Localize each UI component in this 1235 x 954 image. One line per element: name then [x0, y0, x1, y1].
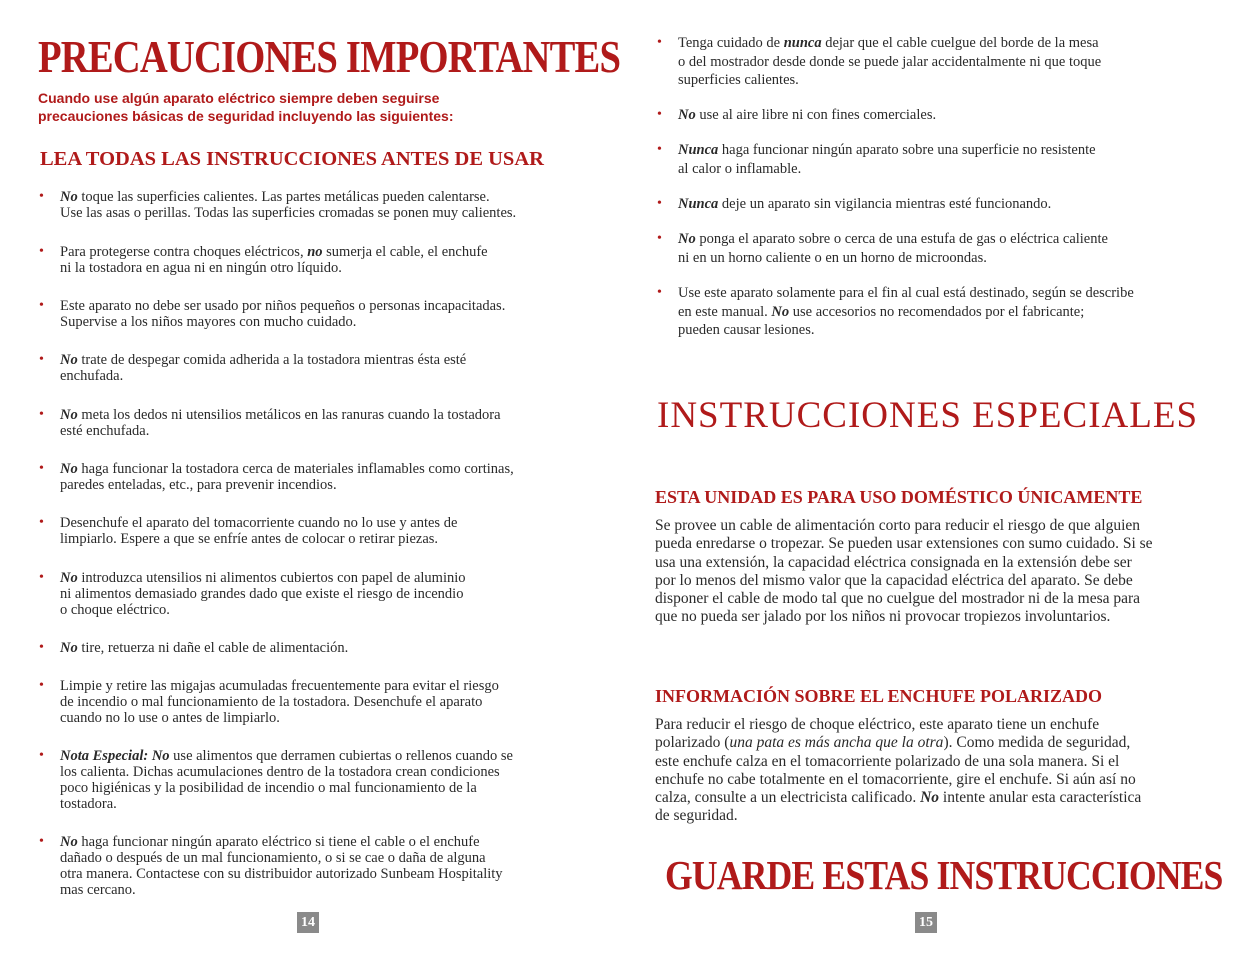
list-item: • Use este aparato solamente para el fin al cual está destinado, según se describe en este manual. No use accesorios no recomendados por el fabricante; pueden causar lesiones. [654, 284, 1218, 340]
intro-line: Cuando use algún aparato eléctrico siempre deben seguirse [38, 90, 440, 106]
closing-title: GUARDE ESTAS INSTRUCCIONES [665, 852, 1223, 898]
page-number: 15 [915, 912, 937, 933]
list-item: • Este aparato no debe ser usado por niños pequeños o personas incapacitadas. Supervise a los niños mayores con mucho cuidado. [36, 298, 620, 330]
list-item: • Desenchufe el aparato del tomacorriente cuando no lo use y antes de limpiarlo. Espere a que se enfríe antes de colocar o retirar piezas. [36, 515, 620, 547]
intro-line: precauciones básicas de seguridad incluyendo las siguientes: [38, 108, 454, 124]
section-title: INSTRUCCIONES ESPECIALES [657, 395, 1199, 436]
list-item: • No toque las superficies calientes. Las partes metálicas pueden calentarse. Use las asas o perillas. Todas las superficies cromadas se ponen muy calientes. [36, 189, 620, 221]
section-subheading: ESTA UNIDAD ES PARA USO DOMÉSTICO ÚNICAMENTE [655, 487, 1143, 507]
section-subheading: INFORMACIÓN SOBRE EL ENCHUFE POLARIZADO [655, 686, 1103, 706]
list-item: • Para protegerse contra choques eléctricos, no sumerja el cable, el enchufe ni la tostadora en agua ni en ningún otro líquido. [36, 244, 620, 276]
page-number: 14 [297, 912, 319, 933]
list-item: • Nota Especial: No use alimentos que derramen cubiertas o rellenos cuando se los calienta. Dichas acumulaciones dentro de la tostadora crean condiciones poco higiénicas y la posibilidad de incendio o mal funcionamiento de la tostadora. [36, 748, 620, 812]
list-item: • No tire, retuerza ni dañe el cable de alimentación. [36, 640, 620, 656]
list-item: • No haga funcionar la tostadora cerca de materiales inflamables como cortinas, paredes enteladas, etc., para prevenir incendios. [36, 461, 620, 493]
list-item: • No trate de despegar comida adherida a la tostadora mientras ésta esté enchufada. [36, 352, 620, 384]
list-item: • Tenga cuidado de nunca dejar que el cable cuelgue del borde de la mesa o del mostrador desde donde se puede jalar accidentalmente ni que toque superficies calientes. [654, 34, 1218, 90]
list-item: • No introduzca utensilios ni alimentos cubiertos con papel de aluminio ni alimentos demasiado grandes dado que existe el riesgo de incendio o choque eléctrico. [36, 570, 620, 618]
page-title: PRECAUCIONES IMPORTANTES [38, 31, 621, 82]
right-page [617, 0, 1235, 954]
list-item: • Nunca haga funcionar ningún aparato sobre una superficie no resistente al calor o inflamable. [654, 141, 1218, 178]
list-item: • No use al aire libre ni con fines comerciales. [654, 106, 1218, 125]
list-item: • No ponga el aparato sobre o cerca de una estufa de gas o eléctrica caliente ni en un horno caliente o en un horno de microondas. [654, 230, 1218, 267]
paragraph: Para reducir el riesgo de choque eléctrico, este aparato tiene un enchufe polarizado (una pata es más ancha que la otra). Como medida de seguridad, este enchufe calza en el tomacorriente polarizado de una sola manera. Si el enchufe no cabe totalmente en el tomacorriente, gire el enchufe. Si aún así no calza, consulte a un electricista calificado. No intente anular esta característica de seguridad. [655, 716, 1142, 825]
list-item: • No haga funcionar ningún aparato eléctrico si tiene el cable o el enchufe dañado o después de un mal funcionamiento, o si se cae o daña de alguna otra manera. Contactese con su distribuidor autorizado Sunbeam Hospitality mas cercano. [36, 834, 620, 898]
list-item: • Nunca deje un aparato sin vigilancia mientras esté funcionando. [654, 195, 1218, 214]
list-item: • Limpie y retire las migajas acumuladas frecuentemente para evitar el riesgo de incendio o mal funcionamiento de la tostadora. Desenchufe el aparato cuando no lo use o antes de limpiarlo. [36, 678, 620, 726]
intro-text [38, 89, 578, 125]
paragraph: Se provee un cable de alimentación corto para reducir el riesgo de que alguien pueda enredarse o tropezar. Se pueden usar extensiones con sumo cuidado. Si se usa una extensión, la capacidad eléctrica consignada en la extensión debe ser por lo menos del mismo valor que la capacidad eléctrica del aparato. Se debe disponer el cable de modo tal que no cuelgue del mostrador ni de la mesa para que no pueda ser jalado por los niños ni provocar tropiezos involuntarios. [655, 517, 1153, 626]
section-subheading: LEA TODAS LAS INSTRUCCIONES ANTES DE USAR [40, 148, 544, 170]
list-item: • No meta los dedos ni utensilios metálicos en las ranuras cuando la tostadora esté enchufada. [36, 407, 620, 439]
